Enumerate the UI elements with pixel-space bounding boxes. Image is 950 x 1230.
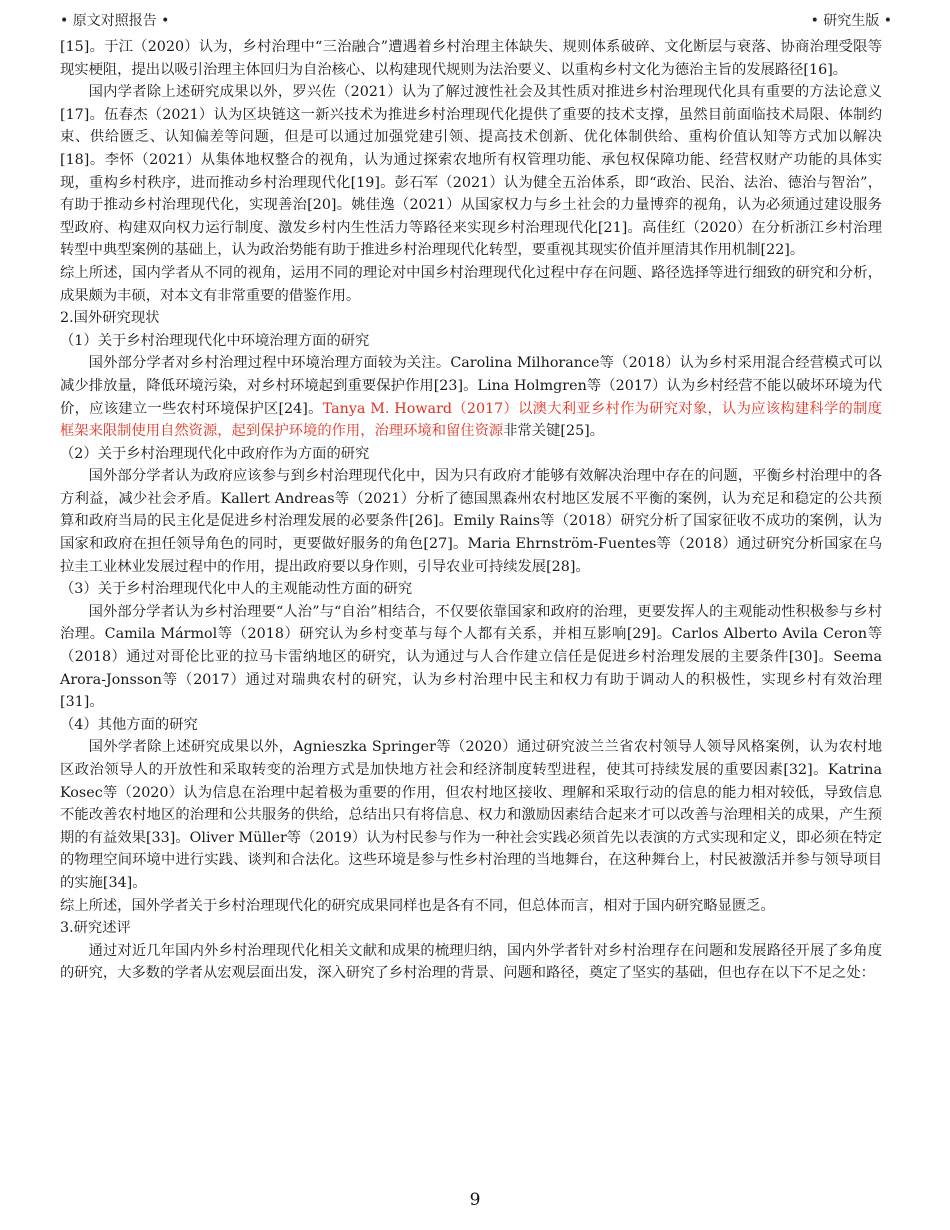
paragraph: 国外部分学者认为乡村治理要“人治”与“自治”相结合，不仅要依靠国家和政府的治理，更要发挥人的主观能动性积极参与乡村治理。Camila Mármol等（2018）研究认为乡村变革与每个人都有关系，并相互影响[29]。Carlos Alberto Avila Ceron等（2018）通过对哥伦比亚的拉马卡雷纳地区的研究，认为通过与人合作建立信任是促进乡村治理发展的主要条件[30]。Seema Arora-Jonsson等（2017）通过对瑞典农村的研究，认为乡村治理中民主和权力有助于调动人的积极性，实现乡村有效治理[31]。 [60, 603, 882, 711]
page-number: 9 [469, 1190, 481, 1210]
page-header [60, 8, 892, 32]
header-report-label: • 原文对照报告 • [60, 13, 170, 29]
paragraph: [15]。于江（2020）认为，乡村治理中“三治融合”遭遇着乡村治理主体缺失、规则体系破碎、文化断层与衰落、协商治理受限等现实梗阻，提出以吸引治理主体回归为自治核心、以构建现代规则为法治要义、以重构乡村文化为德治主旨的发展路径[16]。 [60, 39, 882, 78]
paragraph: 国外学者除上述研究成果以外，Agnieszka Springer等（2020）通过研究波兰兰省农村领导人领导风格案例，认为农村地区政治领导人的开放性和采取转变的治理方式是加快地方社会和经济制度转型进程，使其可持续发展的重要因素[32]。Katrina Kosec等（2020）认为信息在治理中起着极为重要的作用，但农村地区接收、理解和采取行动的信息的能力相对较低，导致信息不能改善农村地区的治理和公共服务的供给，总结出只有将信息、权力和激励因素结合起来才可以改善与治理相关的成果，产生预期的有益效果[33]。Oliver Müller等（2019）认为村民参与作为一种社会实践必须首先以表演的方式实现和定义，即必须在特定的物理空间环境中进行实践、谈判和合法化。这些环境是参与性乡村治理的当地舞台，在这种舞台上，村民被激活并参与领导项目的实施[34]。 [60, 739, 882, 891]
subsection-heading: （4）其他方面的研究 [60, 716, 198, 733]
paragraph: 综上所述，国外学者关于乡村治理现代化的研究成果同样也是各有不同，但总体而言，相对于国内研究略显匮乏。 [60, 897, 775, 914]
paragraph: 国外部分学者认为政府应该参与到乡村治理现代化中，因为只有政府才能够有效解决治理中存在的问题，平衡乡村治理中的各方利益，减少社会矛盾。Kallert Andreas等（2021）分析了德国黑森州农村地区发展不平衡的案例，认为充足和稳定的公共预算和政府当局的民主化是促进乡村治理发展的必要条件[26]。Emily Rains等（2018）研究分析了国家征收不成功的案例，认为国家和政府在担任领导角色的同时，更要做好服务的角色[27]。Maria Ehrnström-Fuentes等（2018）通过研究分析国家在乌拉圭工业林业发展过程中的作用，提出政府要以身作则，引导农业可持续发展[28]。 [60, 468, 882, 575]
paragraph-tail: 非常关键[25]。 [503, 423, 605, 440]
paragraph: 国内学者除上述研究成果以外，罗兴佐（2021）认为了解过渡性社会及其性质对推进乡村治理现代化具有重要的方法论意义[17]。伍春杰（2021）认为区块链这一新兴技术为推进乡村治理现代化提供了重要的技术支撑，虽然目前面临技术局限、体制约束、供给匮乏、认知偏差等问题，但是可以通过加强党建引领、提高技术创新、优化体制供给、重构价值认知等方式加以解决[18]。李怀（2021）从集体地权整合的视角，认为通过探索农地所有权管理功能、承包权保障功能、经营权财产功能的具体实现，重构乡村秩序，进而推动乡村治理现代化[19]。彭石军（2021）认为健全五治体系，即“政治、民治、法治、德治与智治”，有助于推动乡村治理现代化，实现善治[20]。姚佳逸（2021）从国家权力与乡土社会的力量博弈的视角，认为必须通过建设服务型政府、构建双向权力运行制度、激发乡村内生性活力等路径来实现乡村治理现代化[21]。高佳红（2020）在分析浙江乡村治理转型中典型案例的基础上，认为政治势能有助于推进乡村治理现代化转型，要重视其现实价值并厘清其作用机制[22]。 [60, 84, 882, 259]
subsection-heading: （1）关于乡村治理现代化中环境治理方面的研究 [60, 332, 370, 349]
document-body [60, 36, 882, 985]
paragraph-with-highlight [60, 352, 882, 442]
highlighted-text: Tanya M. Howard（2017）以澳大利亚乡村作为研究对象，认为应该构建科学的制度框架来限制使用自然资源，起到保护环境的作用，治理环境和留住资源 [60, 400, 882, 440]
paragraph: 综上所述，国内学者从不同的视角，运用不同的理论对中国乡村治理现代化过程中存在问题、路径选择等进行细致的研究和分析，成果颇为丰硕，对本文有非常重要的借鉴作用。 [60, 264, 882, 304]
subsection-heading: （3）关于乡村治理现代化中人的主观能动性方面的研究 [60, 581, 413, 598]
subsection-heading: （2）关于乡村治理现代化中政府作为方面的研究 [60, 445, 370, 462]
section-heading: 2.国外研究现状 [60, 310, 160, 327]
paragraph: 通过对近几年国内外乡村治理现代化相关文献和成果的梳理归纳，国内外学者针对乡村治理存在问题和发展路径开展了多角度的研究，大多数的学者从宏观层面出发，深入研究了乡村治理的背景、问题和路径，奠定了坚实的基础，但也存在以下不足之处： [60, 942, 882, 982]
paragraph-text: 国外部分学者对乡村治理过程中环境治理方面较为关注。Carolina Milhorance等（2018）认为乡村采用混合经营模式可以减少排放量，降低环境污染，对乡村环境起到重要保护作用[23]。Lina Holmgren等（2017）认为乡村经营不能以破坏环境为代价，应该建立一些农村环境保护区[24]。 [60, 355, 882, 417]
header-edition-label: • 研究生版 • [810, 13, 892, 29]
section-heading: 3.研究述评 [60, 920, 131, 937]
